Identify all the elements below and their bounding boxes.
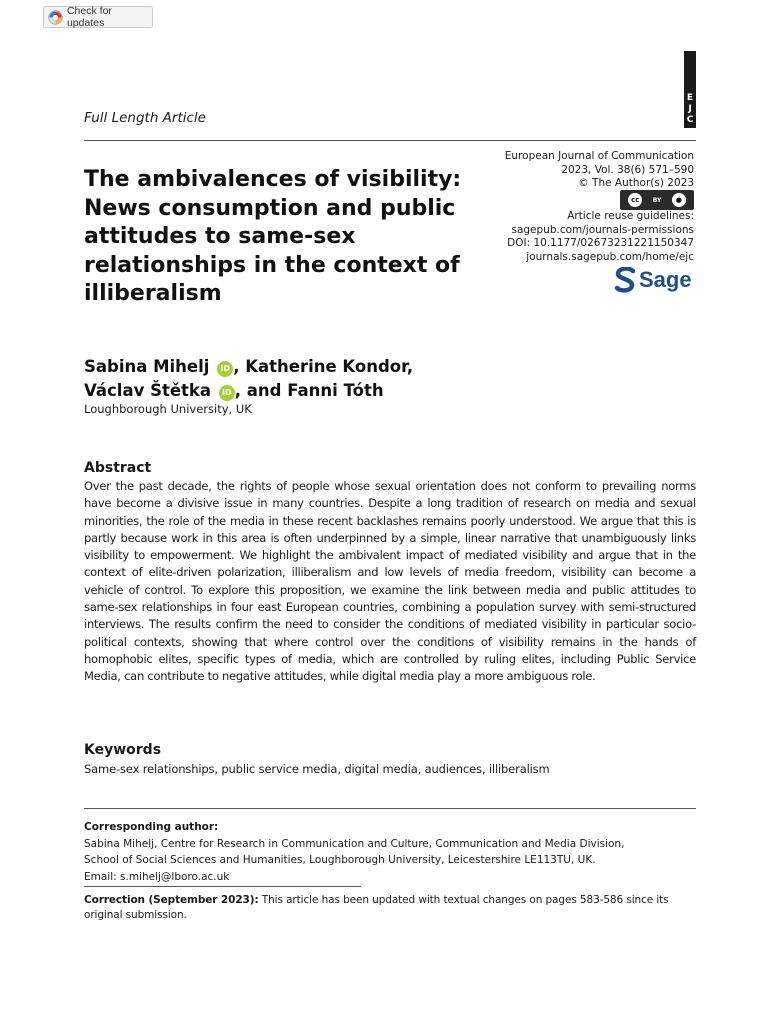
corresponding-email[interactable]: Email: s.mihelj@lboro.ac.uk xyxy=(84,870,230,883)
journal-tag-letter: E xyxy=(686,93,694,103)
abstract-heading: Abstract xyxy=(84,460,152,476)
journal-links xyxy=(470,210,694,264)
author-names: , and Fanni Tóth xyxy=(234,381,384,400)
author-name: Václav Štětka xyxy=(84,381,212,400)
journal-name: European Journal of Communication xyxy=(504,150,694,162)
journal-tag-letter: J xyxy=(688,104,692,114)
author-names: , Katherine Kondor, xyxy=(233,357,414,376)
publisher-logo xyxy=(614,266,696,294)
keywords-heading: Keywords xyxy=(84,742,162,758)
crossmark-icon xyxy=(48,10,63,25)
copyright: © The Author(s) 2023 xyxy=(578,177,694,190)
article-type: Full Length Article xyxy=(84,110,206,126)
corresponding-heading: Corresponding author: xyxy=(84,821,219,833)
correction-note xyxy=(84,893,696,922)
correction-text: This article has been updated with textual changes on pages 583-586 since its original submission. xyxy=(84,894,669,921)
attribution-icon: ● xyxy=(672,193,686,207)
author-name: Sabina Mihelj xyxy=(84,357,210,376)
author-list xyxy=(84,355,684,403)
reuse-label: Article reuse guidelines: xyxy=(567,210,694,222)
corresponding-line: School of Social Sciences and Humanities, Loughborough University, Leicestershire LE113TU, UK. xyxy=(84,854,596,867)
check-for-updates-button[interactable] xyxy=(43,6,153,28)
doi[interactable]: DOI: 10.1177/02673231221150347 xyxy=(507,237,694,250)
check-for-updates-label: Check for updates xyxy=(66,5,112,29)
abstract-text: Over the past decade, the rights of people whose sexual orientation does not conform to prevailing norms have become a divisive issue in many countries. Despite a long tradition of research on media and sexual minorities, the role of the media in these recent backlashes remains poorly understood. We argue that this is partly because work in this area is often underpinned by a simple, linear narrative that unambiguously links visibility to empowerment. We highlight the ambivalent impact of mediated visibility and argue that in the context of elite-driven polarization, illiberalism and low levels of media freedom, visibility can become a vehicle of control. To explore this proposition, we examine the link between media and public attitudes to same-sex relationships in four east European countries, combining a population survey with semi-structured interviews. The results confirm the need to consider the conditions of mediated visibility in particular socio-political contexts, showing that where control over the conditions of visibility remains in the hands of homophobic elites, specific types of media, which are controlled by ruling elites, including Public Service Media, can contribute to negative attitudes, while digital media play a more ambiguous role. xyxy=(84,479,696,684)
corresponding-line: Sabina Mihelj, Centre for Research in Communication and Culture, Communication and Media Division, xyxy=(84,838,625,850)
keywords-text: Same-sex relationships, public service media, digital media, audiences, illiberalism xyxy=(84,762,550,776)
cc-by-label: BY xyxy=(652,196,662,204)
article-title: The ambivalences of visibility: News consumption and public attitudes to same-sex relationships in the context of illiberalism xyxy=(84,167,462,306)
divider xyxy=(84,808,696,809)
journal-tag xyxy=(684,51,696,128)
journal-home-link[interactable]: journals.sagepub.com/home/ejc xyxy=(526,250,694,263)
journal-tag-letter: C xyxy=(686,115,694,125)
reuse-link[interactable]: sagepub.com/journals-permissions xyxy=(511,223,694,236)
sage-s-icon xyxy=(614,267,636,293)
cc-license-badge[interactable] xyxy=(620,190,694,210)
publisher-name: Sage xyxy=(639,267,692,292)
cc-icon: cc xyxy=(628,193,642,207)
correction-label: Correction (September 2023): xyxy=(84,894,259,906)
volume-info: 2023, Vol. 38(6) 571–590 xyxy=(561,163,694,176)
divider xyxy=(84,140,696,141)
corresponding-details xyxy=(84,836,696,885)
orcid-icon[interactable]: iD xyxy=(219,385,235,401)
footnote-divider xyxy=(84,886,361,887)
affiliation: Loughborough University, UK xyxy=(84,402,252,416)
journal-meta xyxy=(470,150,694,191)
orcid-icon[interactable]: iD xyxy=(217,361,233,377)
